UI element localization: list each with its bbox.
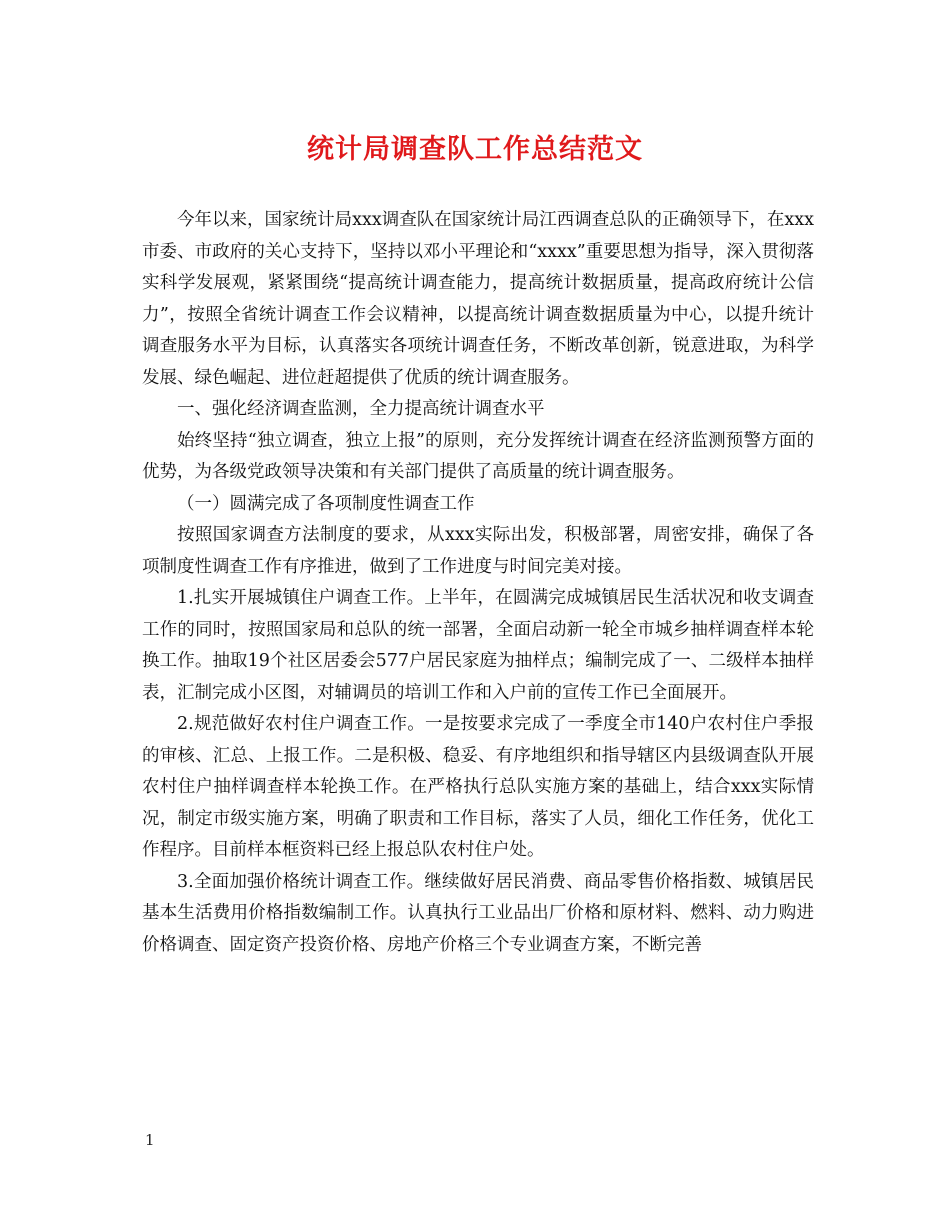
- document-body: [142, 205, 814, 961]
- document-title: 统计局调查队工作总结范文: [307, 134, 643, 165]
- paragraph-section-1: 始终坚持“独立调查，独立上报”的原则，充分发挥统计调查在经济监测预警方面的优势，为各级党政领导决策和有关部门提供了高质量的统计调查服务。: [142, 430, 814, 482]
- section-heading-1: 一、强化经济调查监测，全力提高统计调查水平: [177, 399, 545, 419]
- subsection-heading-1: （一）圆满完成了各项制度性调查工作: [177, 493, 475, 514]
- paragraph-subsection-1: 按照国家调查方法制度的要求，从xxx实际出发，积极部署，周密安排，确保了各项制度性调查工作有序推进，做到了工作进度与时间完美对接。: [142, 525, 814, 577]
- paragraph-item-3: 3.全面加强价格统计调查工作。继续做好居民消费、商品零售价格指数、城镇居民基本生活费用价格指数编制工作。认真执行工业品出厂价格和原材料、燃料、动力购进价格调查、固定资产投资价格、房地产价格三个专业调查方案，不断完善: [142, 871, 814, 955]
- page-number: 1: [145, 1131, 155, 1149]
- paragraph-item-1: 1.扎实开展城镇住户调查工作。上半年，在圆满完成城镇居民生活状况和收支调查工作的同时，按照国家局和总队的统一部署，全面启动新一轮全市城乡抽样调查样本轮换工作。抽取19个社区居委会577户居民家庭为抽样点；编制完成了一、二级样本抽样表，汇制完成小区图，对辅调员的培训工作和入户前的宣传工作已全面展开。: [142, 588, 814, 703]
- paragraph-intro: 今年以来，国家统计局xxx调查队在国家统计局江西调查总队的正确领导下，在xxx市委、市政府的关心支持下，坚持以邓小平理论和“xxxx”重要思想为指导，深入贯彻落实科学发展观，紧紧围绕“提高统计调查能力，提高统计数据质量，提高政府统计公信力”，按照全省统计调查工作会议精神，以提高统计调查数据质量为中心，以提升统计调查服务水平为目标，认真落实各项统计调查任务，不断改革创新，锐意进取，为科学发展、绿色崛起、进位赶超提供了优质的统计调查服务。: [142, 210, 814, 388]
- paragraph-item-2: 2.规范做好农村住户调查工作。一是按要求完成了一季度全市140户农村住户季报的审核、汇总、上报工作。二是积极、稳妥、有序地组织和指导辖区内县级调查队开展农村住户抽样调查样本轮换工作。在严格执行总队实施方案的基础上，结合xxx实际情况，制定市级实施方案，明确了职责和工作目标，落实了人员，细化工作任务，优化工作程序。目前样本框资料已经上报总队农村住户处。: [142, 714, 814, 860]
